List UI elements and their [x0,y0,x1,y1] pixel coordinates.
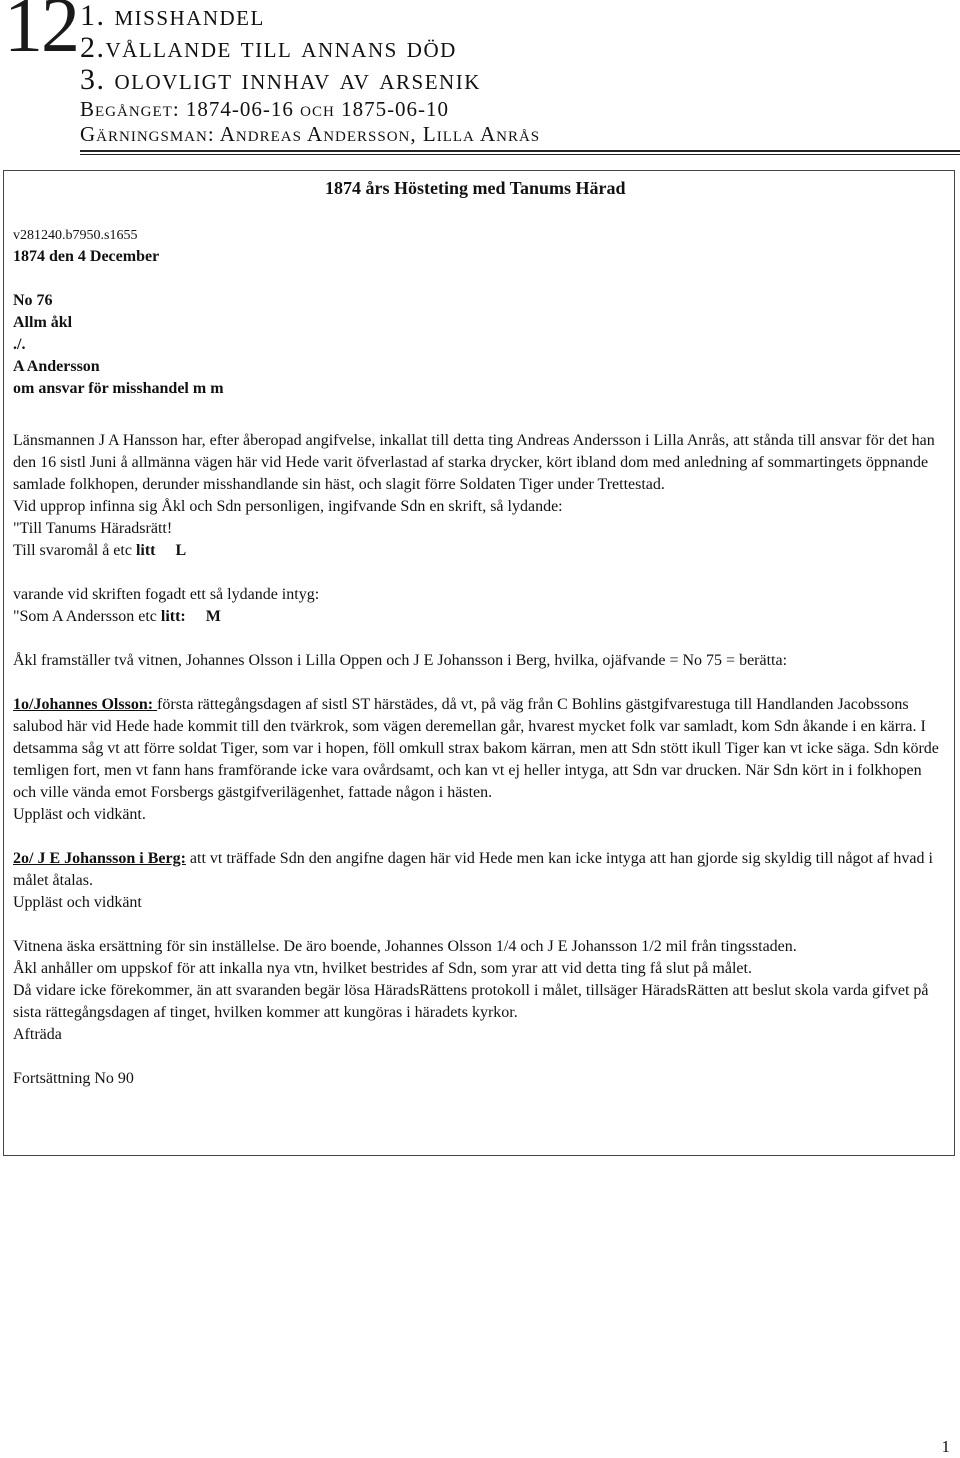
witness-2-read: Uppläst och vidkänt [13,894,142,911]
witness-1-read: Uppläst och vidkänt. [13,806,146,823]
intyg-intro: varande vid skriften fogadt ett så lydande intyg: [13,586,320,603]
intro-paragraph: Länsmannen J A Hansson har, efter åberopad angifvelse, inkallat till detta ting Andreas Andersson i Lilla Anrås, att stånda till ansvar för det han den 16 sistl Juni å allmänna vägen här vid Hede varit öfverlastad af starka drycker, kört ibland dom med anledning af sommartingets öppnande samlade folkhopen, derunder misshandlande sin häst, och slagit förre Soldaten Tiger under Trettestad. [13,432,935,493]
quote-heading: "Till Tanums Häradsrätt! [13,520,173,537]
svaromal-line [13,540,945,562]
header-divider-thick [80,150,960,152]
svaromal-mark: L [175,542,187,559]
page-number: 1 [941,1437,950,1456]
witness-1-text: första rättegångsdagen af sistl ST härstädes, då vt, på väg från C Bohlins gästgifvarestuga till Handlanden Jacobssons salubod här vid Hede hade kommit till den tvärkrok, som vägen deremellan går, hvarest mycket folk var samladt, kom Sdn åkande i en kärra. I detsamma såg vt att förre soldat Tiger, som var i hopen, föll omkull strax bakom kärran, men att Sdn stött ikull Tiger kan vt icke säga. Sdn körde temligen fort, men vt fann hans framförande icke vara ovårdsamt, och kan vt ej heller intyga, att Sdn var drucken. När Sdn kört in i folkhopen och ville vända emot Forsbergs gästgifverilägenhet, fattade någon i hästen. [13,696,939,801]
som-litt: litt: [160,608,186,625]
case-number: 12 [4,0,78,68]
court-record-content [13,226,945,1090]
offense-title-1: 1. misshandel [80,0,265,32]
versus-mark: ./. [13,336,26,353]
session-title: 1874 års Hösteting med Tanums Härad [325,178,626,198]
witness-1-label: 1o/Johannes Olsson: [13,696,158,713]
witness-1-statement [13,694,945,804]
witness-2-text: att vt träffade Sdn den angifne dagen här vid Hede men kan icke intyga att han gjorde sig skyldig till något af hvad i målet åtalas. [13,850,933,889]
svaromal-litt: litt [135,542,156,559]
continuation-note: Fortsättning No 90 [13,1070,134,1087]
case-no: No 76 [13,292,53,309]
archive-reference: v281240.b7950.s1655 [13,228,138,243]
som-text: "Som A Andersson etc [13,608,161,625]
charge: om ansvar för misshandel m m [13,380,224,397]
header-divider-thin [80,154,960,155]
som-line [13,606,945,628]
witness-2-label: 2o/ J E Johansson i Berg: [13,850,186,867]
case-header [80,0,540,145]
ruling-paragraph: Då vidare icke förekommer, än att svaranden begär lösa HäradsRättens protokoll i målet, tillsäger HäradsRätten att beslut skola varda gifvet på sista rättegångsdagen af tinget, hvilken kommer att kungöras i häradets kyrkor. [13,982,929,1021]
committed-dates: Begånget: 1874-06-16 och 1875-06-10 [80,97,450,121]
defendant: A Andersson [13,358,100,375]
postponement-paragraph: Åkl anhåller om uppskof för att inkalla nya vtn, hvilket bestrides af Sdn, som yrar att vid detta ting få slut på målet. [13,960,752,977]
offense-title-3: 3. olovligt innhav av arsenik [80,63,481,96]
compensation-paragraph: Vitnena äska ersättning för sin inställelse. De äro boende, Johannes Olsson 1/4 och J E Johansson 1/2 mil från tingsstaden. [13,938,797,955]
dismissed-line: Afträda [13,1026,62,1043]
upprop-paragraph: Vid upprop infinna sig Åkl och Sdn personligen, ingifvande Sdn en skrift, så lydande: [13,498,563,515]
prosecutor: Allm åkl [13,314,73,331]
record-date: 1874 den 4 December [13,248,160,265]
som-mark: M [205,608,221,625]
witness-2-statement [13,848,945,892]
svaromal-text: Till svaromål å etc [13,542,136,559]
offense-title-2: 2.vållande till annans död [80,31,457,64]
witnesses-intro: Åkl framställer två vitnen, Johannes Olsson i Lilla Oppen och J E Johansson i Berg, hvilka, ojäfvande = No 75 = berätta: [13,652,788,669]
perpetrator: Gärningsman: Andreas Andersson, Lilla Anrås [80,122,541,146]
